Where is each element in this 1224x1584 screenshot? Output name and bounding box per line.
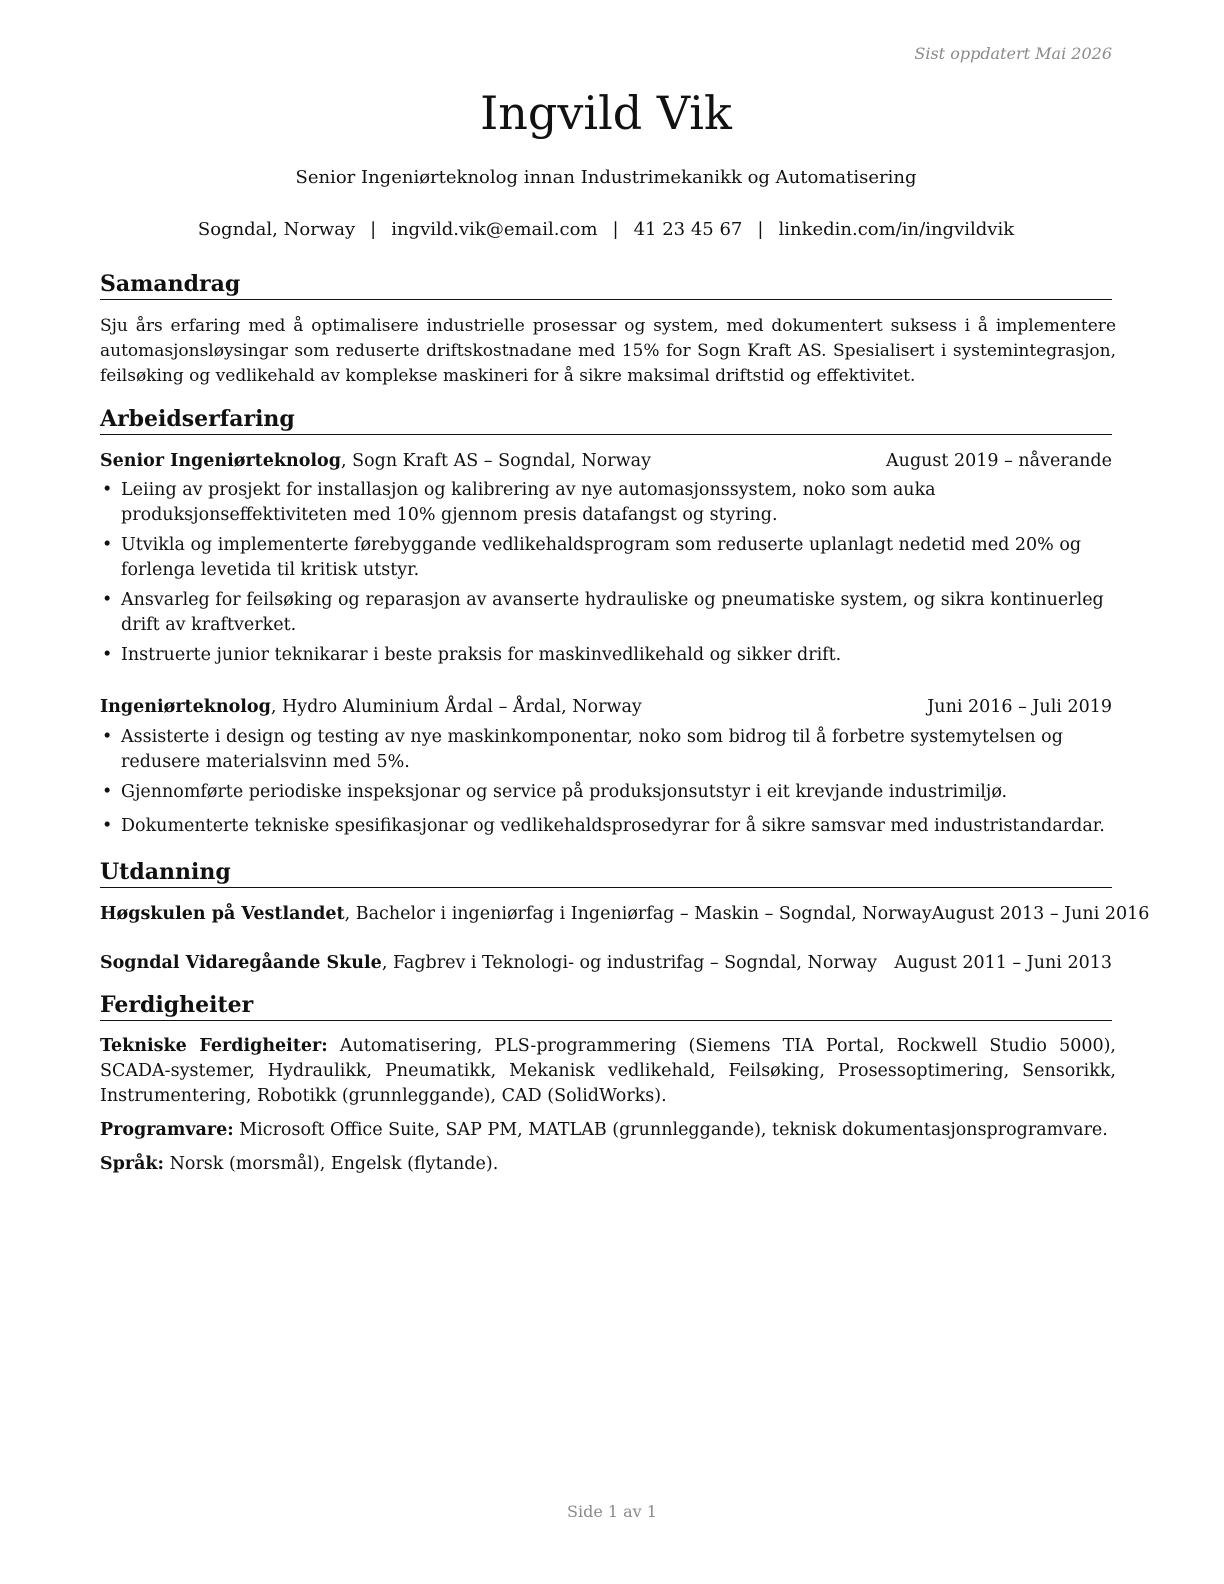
skill-group: [100, 1152, 1116, 1177]
resume-page: [100, 0, 1150, 1584]
contact-phone: 41 23 45 67: [633, 219, 743, 240]
contact-separator: |: [757, 219, 764, 240]
contact-email[interactable]: ingvild.vik@email.com: [391, 219, 598, 240]
job-dates: August 2019 – nåverande: [886, 451, 1112, 471]
job-title: Senior Ingeniørteknolog: [100, 451, 341, 471]
job-bullet: • Assisterte i design og testing av nye maskinkomponentar, noko som bidrog til å forbetre systemytelsen og redusere materialsvinn med 5%.: [100, 725, 1112, 775]
job-org: , Hydro Aluminium Årdal – Årdal, Norway: [270, 697, 642, 717]
education-line: [100, 902, 932, 926]
job-bullet: • Instruerte junior teknikarar i beste praksis for maskinvedlikehald og sikker drift.: [100, 643, 1112, 668]
school-name: Sogndal Vidaregåande Skule: [100, 953, 382, 973]
education-line: [100, 951, 877, 975]
job-title: Ingeniørteknolog: [100, 697, 271, 717]
skill-group: [100, 1118, 1116, 1143]
section-title-summary: Samandrag: [100, 271, 1112, 300]
last-updated: Sist oppdatert Mai 2026: [914, 44, 1112, 63]
job-bullet: • Utvikla og implementerte førebyggande vedlikehaldsprogram som reduserte uplanlagt nedetid med 20% og forlenga levetida til kritisk utstyr.: [100, 533, 1112, 583]
skill-text: Automatisering, PLS-programmering (Siemens TIA Portal, Rockwell Studio 5000), SCADA-systemer, Hydraulikk, Pneumatikk, Mekanisk vedlikehald, Feilsøking, Prosessoptimering, Sensorikk, Instrumentering, Robotikk (grunnleggande), CAD (SolidWorks).: [100, 1036, 1116, 1106]
skill-label: Tekniske Ferdigheiter:: [100, 1036, 328, 1056]
skill-label: Programvare:: [100, 1120, 234, 1140]
section-title-education: Utdanning: [100, 859, 1112, 888]
job-bullet: • Dokumenterte tekniske spesifikasjonar og vedlikehaldsprosedyrar for å sikre samsvar med industristandardar.: [100, 814, 1112, 839]
job-org: , Sogn Kraft AS – Sogndal, Norway: [340, 451, 651, 471]
contact-linkedin[interactable]: linkedin.com/in/ingvildvik: [778, 219, 1015, 240]
education-entry: [100, 951, 1112, 975]
job-header: [100, 695, 1112, 719]
job-bullets: [100, 478, 1112, 673]
school-name: Høgskulen på Vestlandet: [100, 904, 345, 924]
job-bullets: [100, 725, 1112, 844]
candidate-name: Ingvild Vik: [480, 86, 732, 140]
section-title-experience: Arbeidserfaring: [100, 406, 1112, 435]
education-dates: August 2013 – Juni 2016: [931, 904, 1150, 924]
job-bullet: • Leiing av prosjekt for installasjon og kalibrering av nye automasjonssystem, noko som auka produksjonseffektiviteten med 10% gjennom presis datafangst og styring.: [100, 478, 1112, 528]
page-number: Side 1 av 1: [567, 1502, 657, 1521]
job-dates: Juni 2016 – Juli 2019: [927, 697, 1112, 717]
education-entry: [100, 902, 1150, 926]
contact-separator: |: [370, 219, 377, 240]
skill-label: Språk:: [100, 1154, 165, 1174]
education-dates: August 2011 – Juni 2013: [894, 953, 1112, 973]
skill-text: Norsk (morsmål), Engelsk (flytande).: [164, 1154, 499, 1174]
contact-line: [100, 219, 1112, 240]
education-detail: , Fagbrev i Teknologi- og industrifag – Sogndal, Norway: [381, 953, 878, 973]
summary-text: Sju års erfaring med å optimalisere industrielle prosessar og system, med dokumentert suksess i å implementere automasjonsløysingar som reduserte driftskostnadane med 15% for Sogn Kraft AS. Spesialisert i systemintegrasjon, feilsøking og vedlikehald av komplekse maskineri for å sikre maksimal driftstid og effektivitet.: [100, 316, 1116, 386]
job-bullet: • Ansvarleg for feilsøking og reparasjon av avanserte hydrauliske og pneumatiske system, og sikra kontinuerleg drift av kraftverket.: [100, 588, 1112, 638]
job-bullet: • Gjennomførte periodiske inspeksjonar og service på produksjonsutstyr i eit krevjande industrimiljø.: [100, 780, 1112, 805]
contact-location: Sogndal, Norway: [197, 219, 356, 240]
job-role-line: [100, 449, 651, 473]
section-title-skills: Ferdigheiter: [100, 992, 1112, 1021]
education-detail: , Bachelor i ingeniørfag i Ingeniørfag – Maskin – Sogndal, Norway: [344, 904, 932, 924]
skill-text: Microsoft Office Suite, SAP PM, MATLAB (grunnleggande), teknisk dokumentasjonsprogramvare.: [233, 1120, 1108, 1140]
job-header: [100, 449, 1112, 473]
job-role-line: [100, 695, 642, 719]
candidate-headline: Senior Ingeniørteknolog innan Industrimekanikk og Automatisering: [295, 167, 917, 188]
contact-separator: |: [612, 219, 619, 240]
skill-group: [100, 1034, 1116, 1109]
